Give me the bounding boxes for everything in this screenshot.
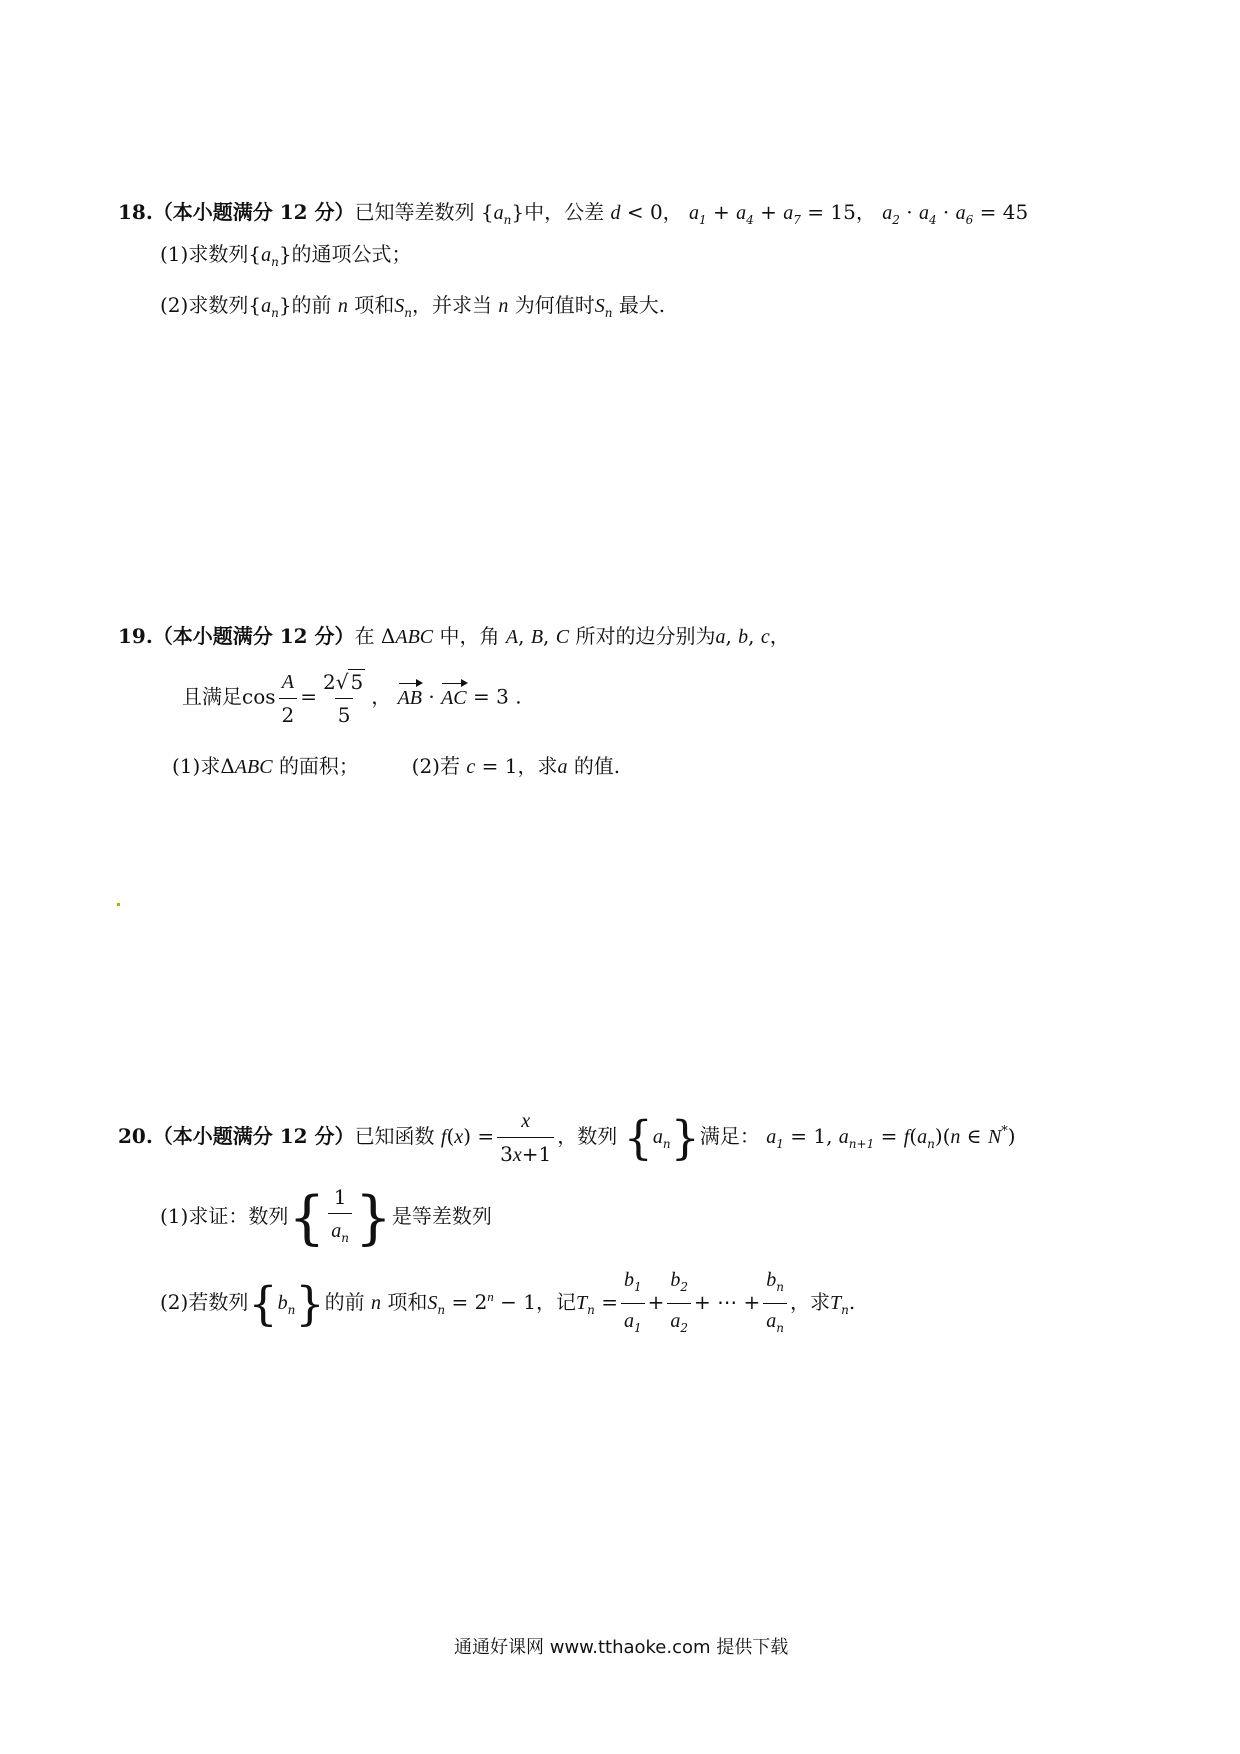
problem-18-number: 18. (118, 200, 153, 224)
problem-18-score: （本小题满分 12 分） (152, 200, 355, 224)
problem-19-score: （本小题满分 12 分） (152, 624, 355, 648)
problem-18-part-1: (1)求数列$\{a_n\}$的通项公式； (160, 242, 412, 269)
math-set-an: $\{a_n\}$ (480, 200, 525, 227)
problem-19-parts: (1)求ΔABC 的面积； (2)若 c = 1，求a 的值. (172, 754, 621, 778)
problem-18-intro: 已知等差数列 (354, 200, 475, 224)
math-cond-d: d (610, 202, 621, 224)
fraction-1-over-an: $\frac{1}{a_n}$ (328, 1183, 352, 1252)
fraction-2sqrt5-over-5: $\frac{2√ 5}{5}$ (323, 669, 364, 727)
vector-ac: AC (441, 686, 467, 709)
problem-20: 20.（本小题满分 12 分）已知函数 f(x) = $\frac{x}{3x+1}$ ，数列 $\{a_n\}$满足： $a_1 = 1$, $a_{n+1} = f(a_n)(n$ ∈ N*) (118, 1106, 1016, 1169)
problem-19-number: 19. (118, 624, 153, 648)
math-cond-sum: $a_1 + a_4 + a_7 = 15$ (689, 200, 856, 227)
vector-ab: AB (397, 686, 423, 709)
problem-20-part-2: (2)若数列$\{b_n\}$的前 n 项和$S_n = 2^n - 1$，记$T_n$ = $\frac{b_1}{a_1}$ + $\frac{b_2}{a_2}$ + ⋯ + $\frac{b_n}{a_n}$ ，求$T_n$. (160, 1265, 855, 1342)
problem-19: 19.（本小题满分 12 分）在 ΔABC 中，角 A, B, C 所对的边分别为a, b, c， (118, 624, 790, 648)
fraction-x-over-3x-plus-1: $\frac{x}{3x+1}$ (497, 1106, 554, 1169)
stray-mark (117, 903, 120, 906)
footer-source: 通通好课网 www.tthaoke.com 提供下载 (454, 1637, 789, 1658)
problem-20-score: （本小题满分 12 分） (152, 1124, 355, 1148)
problem-19-line-2: 且满足cos $\frac{A}{2}$ = $\frac{2√ 5}{5}$ ， AB · AC = 3 . (182, 667, 522, 729)
problem-20-number: 20. (118, 1124, 153, 1148)
math-cond-product: $a_2 \cdot a_4 \cdot a_6 = 45$ (882, 200, 1029, 227)
fraction-a-over-2: $\frac{A}{2}$ (279, 667, 298, 729)
problem-20-part-1: (1)求证：数列{ $\frac{1}{a_n}$ }是等差数列 (160, 1183, 492, 1252)
problem-18-part-2: (2)求数列$\{a_n\}$的前 n 项和$S_n$，并求当 n 为何值时$S_n$ 最大. (160, 293, 666, 320)
problem-18: 18.（本小题满分 12 分）已知等差数列 $\{a_n\}$中，公差 d < 0， $a_1 + a_4 + a_7 = 15$， $a_2 \cdot a_4 \cdot a_6 = 45$ (118, 200, 1029, 227)
